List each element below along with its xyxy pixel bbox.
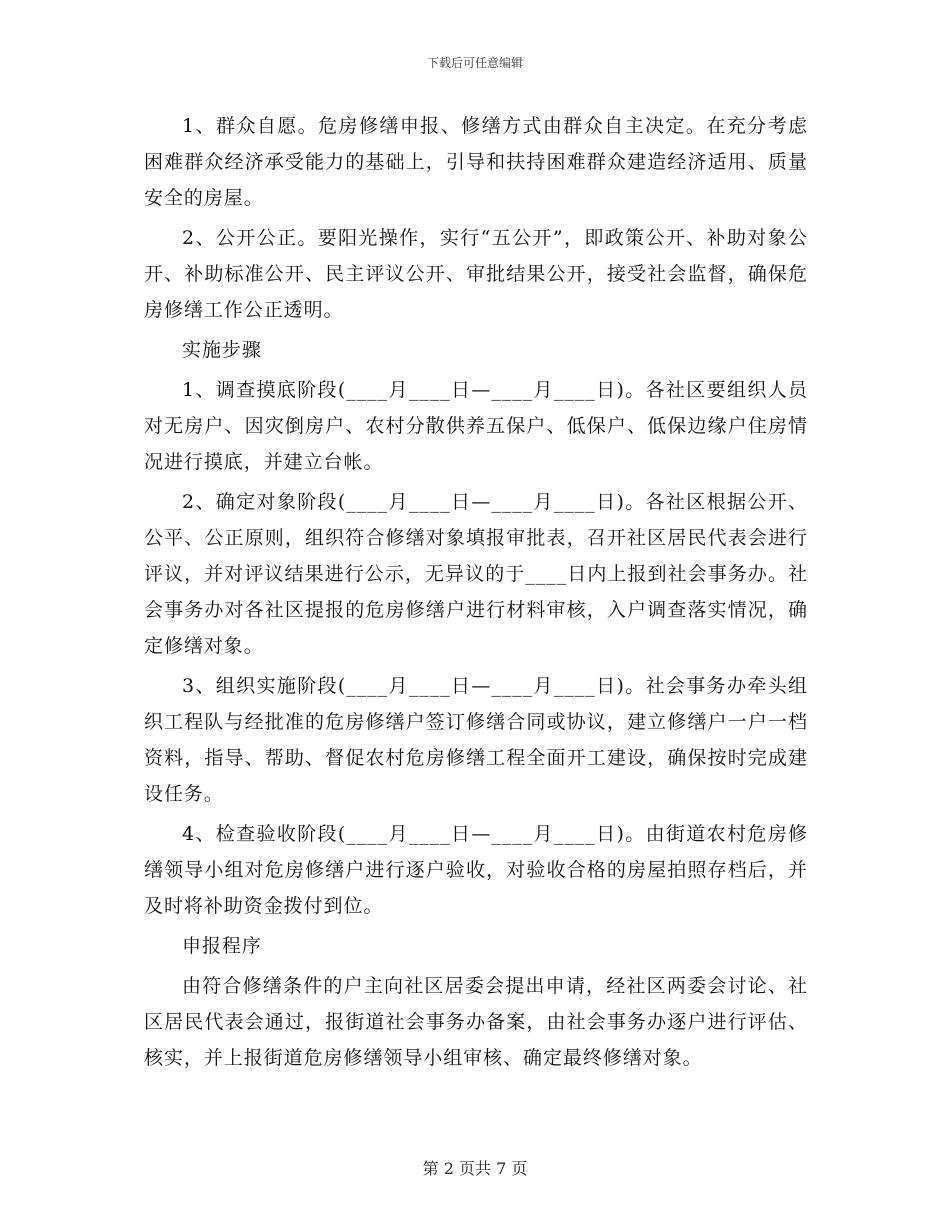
section-heading-steps: 实施步骤 xyxy=(182,339,262,361)
paragraph-step-inspect: 4、检查验收阶段(____月____日—____月____日)。由街道农村危房修缮领导小组对危房修缮户进行逐户验收，对验收合格的房屋拍照存档后，并及时将补助资金拨付到位。 xyxy=(144,823,808,917)
paragraph-step-confirm: 2、确定对象阶段(____月____日—____月____日)。各社区根据公开、公平、公正原则，组织符合修缮对象填报审批表，召开社区居民代表会进行评议，并对评议结果进行公示，无异议的于____日内上报到社会事务办。社会事务办对各社区提报的危房修缮户进行材料审核，入户调查落实情况，确定修缮对象。 xyxy=(144,491,808,657)
paragraph-step-survey: 1、调查摸底阶段(____月____日—____月____日)。各社区要组织人员对无房户、因灾倒房户、农村分散供养五保户、低保户、低保边缘户住房情况进行摸底，并建立台帐。 xyxy=(144,379,808,473)
page-footer: 第 2 页共 7 页 xyxy=(422,1159,528,1178)
paragraph-principle-voluntary: 1、群众自愿。危房修缮申报、修缮方式由群众自主决定。在充分考虑困难群众经济承受能力的基础上，引导和扶持困难群众建造经济适用、质量安全的房屋。 xyxy=(144,115,808,209)
paragraph-step-implement: 3、组织实施阶段(____月____日—____月____日)。社会事务办牵头组织工程队与经批准的危房修缮户签订修缮合同或协议，建立修缮户一户一档资料，指导、帮助、督促农村危房修缮工程全面开工建设，确保按时完成建设任务。 xyxy=(144,675,808,805)
section-heading-procedure: 申报程序 xyxy=(182,935,262,957)
paragraph-procedure: 由符合修缮条件的户主向社区居委会提出申请，经社区两委会讨论、社区居民代表会通过，报街道社会事务办备案，由社会事务办逐户进行评估、核实，并上报街道危房修缮领导小组审核、确定最终修缮对象。 xyxy=(144,975,808,1069)
page-header: 下载后可任意编辑 xyxy=(426,56,523,70)
document-body xyxy=(144,108,808,1080)
paragraph-principle-open: 2、公开公正。要阳光操作，实行“五公开”，即政策公开、补助对象公开、补助标准公开、民主评议公开、审批结果公开，接受社会监督，确保危房修缮工作公正透明。 xyxy=(144,227,808,321)
